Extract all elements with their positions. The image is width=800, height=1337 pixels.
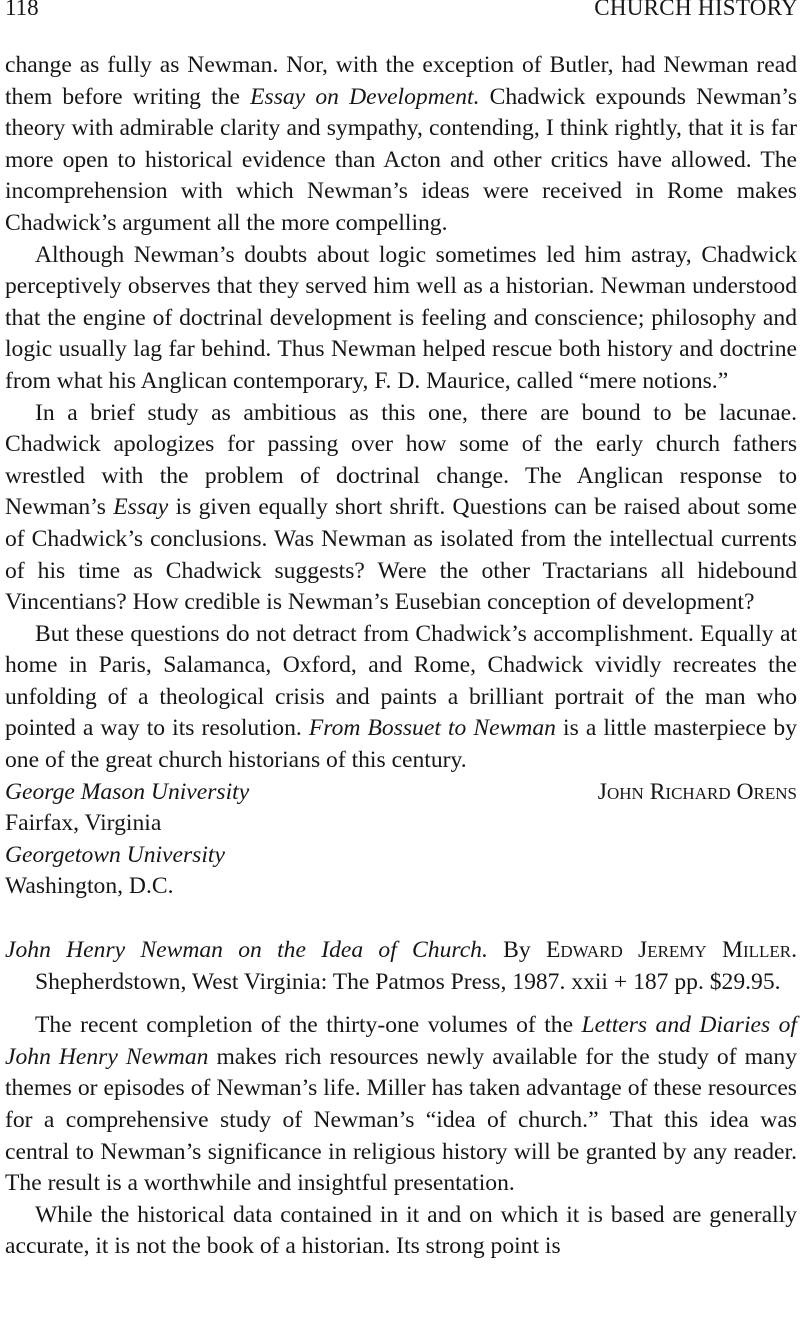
review1-paragraph-3: In a brief study as ambitious as this one, there are bound to be lacunae. Chadwick apologizes for passing over how some of the early church fathers wrestled with the problem of doctrinal change. The Anglican response to Newman’s Essay is given equally short shrift. Questions can be raised about some of Chadwick’s conclusions. Was Newman as isolated from the intellectual currents of his time as Chadwick suggests? Were the other Tractarians all hidebound Vincentians? How credible is Newman’s Eusebian conception of development?: [5, 399, 798, 616]
reviewer-institution-1: George Mason University: [5, 778, 250, 805]
book-title-italic: Essay on Development.: [250, 83, 480, 110]
reviewer-place-2: Washington, D.C.: [5, 873, 174, 900]
review2-book-title: John Henry Newman on the Idea of Church.: [5, 937, 488, 964]
review2-publication: Shepherdstown, West Virginia: The Patmos Press, 1987. xxii + 187 pp. $29.95.: [35, 968, 781, 995]
page-body: [5, 50, 797, 1263]
running-header: [5, 0, 798, 23]
review2-paragraph-2: While the historical data contained in it and on which it is based are generally accurate, it is not the book of a historian. Its strong point is: [5, 1201, 797, 1260]
review1-paragraph-2: Although Newman’s doubts about logic sometimes led him astray, Chadwick perceptively observes that they served him well as a historian. Newman understood that the engine of doctrinal development is feeling and conscience; philosophy and logic usually lag far behind. Thus Newman helped rescue both history and doctrine from what his Anglican contemporary, F. D. Maurice, called “mere notions.”: [5, 241, 797, 394]
review2-book-citation: John Henry Newman on the Idea of Church. By Edward Jeremy Miller. Shepherdstown, West Virginia: The Patmos Press, 1987. xxii + 187 pp. $29.95.: [5, 937, 797, 995]
reviewer-name: John Richard Orens: [597, 778, 797, 805]
review2-paragraph-1: The recent completion of the thirty-one volumes of the Letters and Diaries of John Henry Newman makes rich resources newly available for the study of many themes or episodes of Newman’s life. Miller has taken advantage of these resources for a comprehensive study of Newman’s “idea of church.” That this idea was central to Newman’s significance in religious history will be granted by any reader. The result is a worthwhile and insightful presentation.: [5, 1012, 797, 1197]
essay-title-italic: Essay: [113, 494, 169, 521]
running-title: CHURCH HISTORY: [594, 0, 798, 20]
page-number: 118: [5, 0, 39, 20]
reviewer-institution-2: Georgetown University: [5, 841, 225, 868]
reviewed-book-title-italic: From Bossuet to Newman: [308, 715, 556, 742]
letters-diaries-title-italic: Letters and Diaries of John Henry Newman: [5, 1012, 797, 1070]
reviewer-place-1: Fairfax, Virginia: [5, 810, 162, 837]
review1-paragraph-4: But these questions do not detract from Chadwick’s accomplishment. Equally at home in Paris, Salamanca, Oxford, and Rome, Chadwick vividly recreates the unfolding of a theological crisis and paints a brilliant portrait of the man who pointed a way to its resolution. From Bossuet to Newman is a little masterpiece by one of the great church historians of this century.: [5, 620, 797, 774]
review1-paragraph-1: change as fully as Newman. Nor, with the exception of Butler, had Newman read them before writing the Essay on Development. Chadwick expounds Newman’s theory with admirable clarity and sympathy, contending, I think rightly, that it is far more open to historical evidence than Acton and other critics have allowed. The incomprehension with which Newman’s ideas were received in Rome makes Chadwick’s argument all the more compelling.: [5, 52, 797, 236]
reviewer-signature-block: [5, 777, 797, 903]
review2-author: Edward Jeremy Miller.: [545, 937, 797, 964]
